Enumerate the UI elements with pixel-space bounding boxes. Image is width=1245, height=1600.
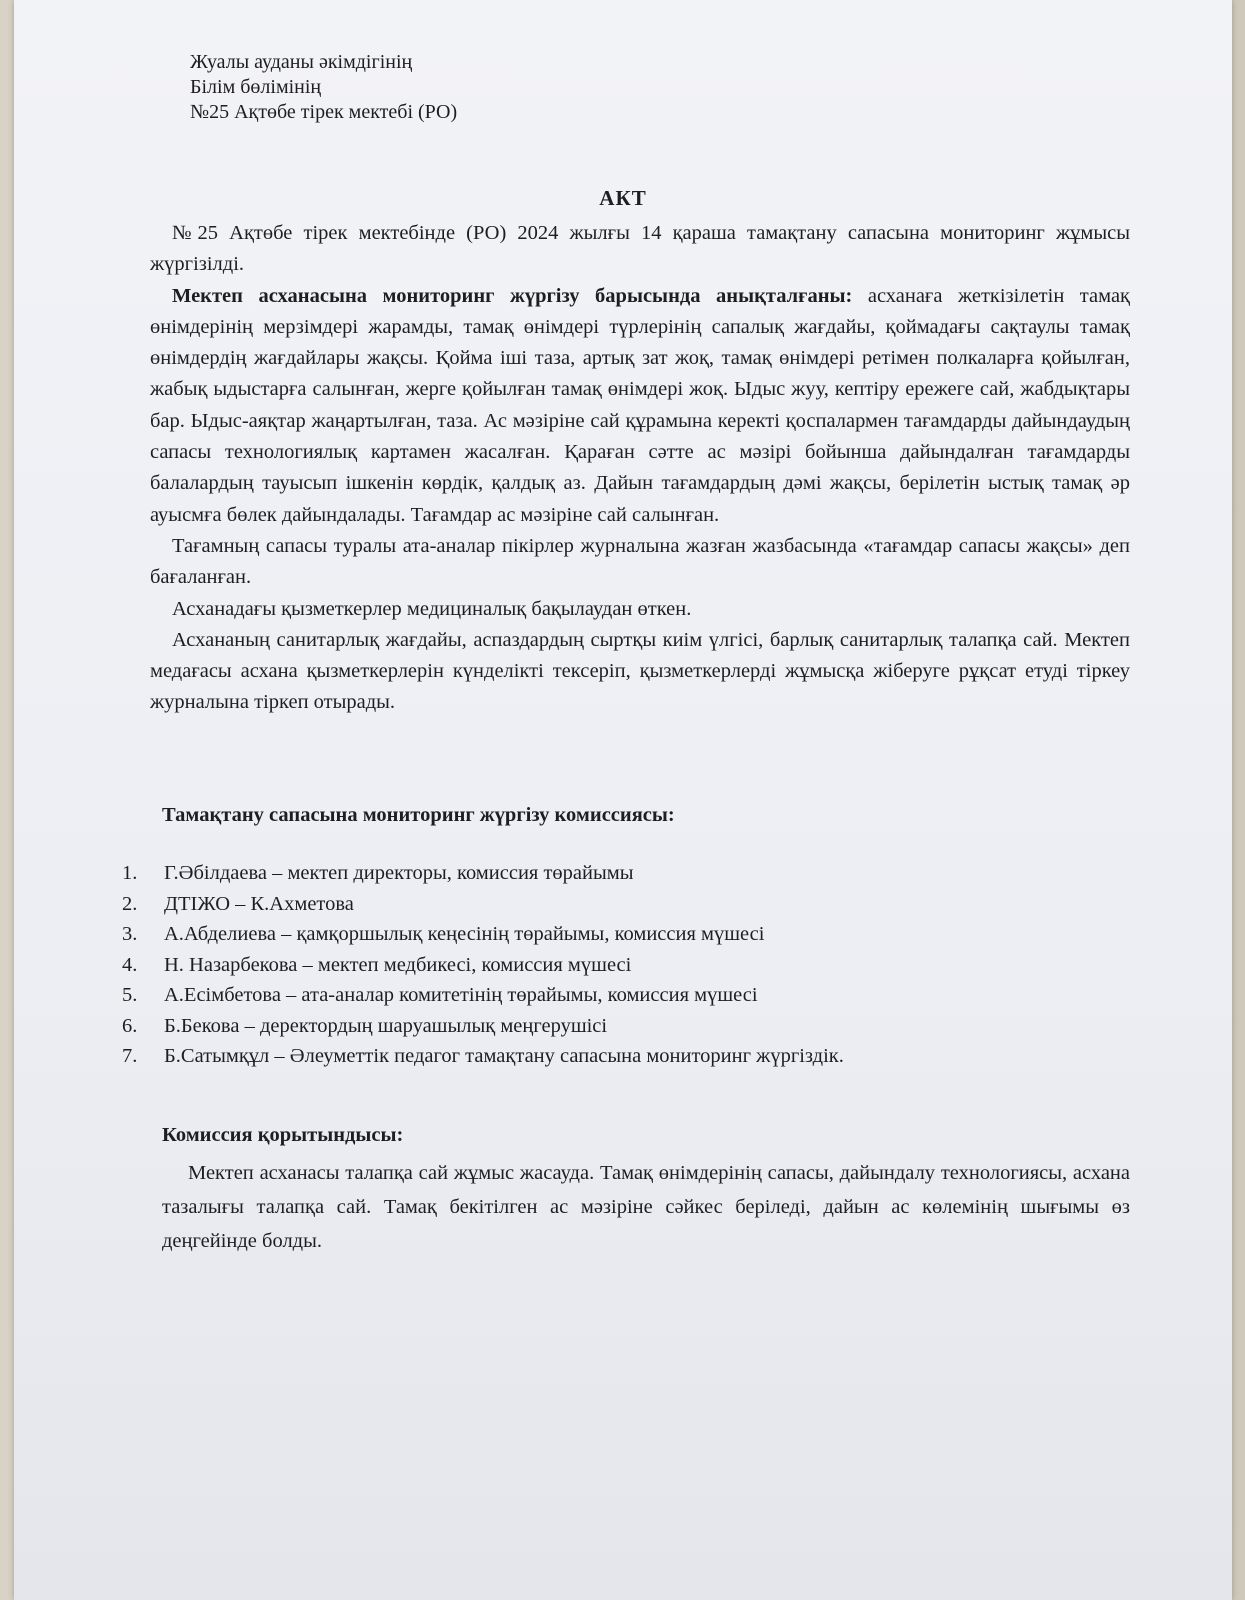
member-text: А.Есімбетова – ата-аналар комитетінің төрайымы, комиссия мүшесі [164,984,758,1006]
member-item [122,950,1102,981]
member-item [122,919,1102,950]
member-number: 1. [122,862,138,884]
member-number: 4. [122,953,138,976]
findings-text: асханаға жеткізілетін тамақ өнімдерінің мерзімдері жарамды, тамақ өнімдері түрлерінің сапалық жағдайы, қоймадағы сақтаулы тамақ өнімдердің жағдайлары жақсы. Қойма іші таза, артық зат жоқ, тамақ өнімдері ретімен полкаларға қойылған, жабық ыдыстарға салынған, жерге қойылған тамақ өнімдері жоқ. Ыдыс жуу, кептіру ережеге сай, жабдықтары бар. Ыдыс-аяқтар жаңартылған, таза. Ас мәзіріне сай құрамына керекті қоспалармен тағамдарды дайындаудың сапасы технологиялық картамен жасалған. Қараған сәтте ас мәзірі бойынша дайындалған тағамдарды балалардың тауысып ішкенін көрдік, қалдық аз. Дайын тағамдардың дәмі жақсы, берілетін ыстық тамақ әр ауысмға бөлек дайындалады. Тағамдар ас мәзіріне сай салынған. [150,284,1131,526]
sanitary-paragraph: Асхананың санитарлық жағдайы, аспаздардың сыртқы киім үлгісі, барлық санитарлық талапқа сай. Мектеп медағасы асхана қызметкерлерін күнделікті тексеріп, қызметкерлерді жұмысқа жіберуге рұқсат етуді тіркеу журналына тіркеп отырады. [150,628,1130,714]
member-text: Б.Сатымқұл – Әлеуметтік педагог тамақтану сапасына мониторинг жүргіздік. [164,1045,844,1067]
member-item [122,1041,1102,1072]
member-number: 3. [122,923,138,945]
conclusion-heading: Комиссия қорытындысы: [162,1124,404,1146]
member-number: 6. [122,1014,138,1037]
parents-journal-paragraph: Тағамның сапасы туралы ата-аналар пікірлер журналына жазған жазбасында «тағамдар сапасы жақсы» деп бағаланған. [150,534,1130,589]
member-number: 7. [122,1045,138,1067]
document-body [150,218,1130,719]
document-content [14,0,1232,1600]
member-item [122,889,1102,920]
member-number: 2. [122,892,138,915]
commission-members-list [122,858,1102,1072]
staff-checkup-paragraph: Асханадағы қызметкерлер медициналық бақылаудан өткен. [172,597,692,620]
document-title: АКТ [599,186,647,210]
member-number: 5. [122,984,138,1006]
member-item [122,980,1102,1011]
member-text: ДТІЖО – К.Ахметова [164,892,354,915]
conclusion-paragraph: Мектеп асханасы талапқа сай жұмыс жасауда. Тамақ өнімдерінің сапасы, дайындалу технологиясы, асхана тазалығы талапқа сай. Тамақ бекітілген ас мәзіріне сәйкес беріледі, дайын ас көлемінің шығымы өз деңгейінде болды. [162,1162,1130,1252]
commission-heading: Тамақтану сапасына мониторинг жүргізу комиссиясы: [162,804,675,826]
findings-lead: Мектеп асханасына мониторинг жүргізу барысында анықталғаны: [172,284,853,307]
org-line-3: №25 Ақтөбе тірек мектебі (РО) [190,101,458,123]
member-text: А.Абделиева – қамқоршылық кеңесінің төрайымы, комиссия мүшесі [164,923,765,945]
organization-header [190,50,457,125]
org-line-2: Білім бөлімінің [190,76,322,98]
member-text: Б.Бекова – деректордың шаруашылық меңгерушісі [164,1014,608,1037]
member-text: Г.Әбілдаева – мектеп директоры, комиссия төрайымы [164,862,634,884]
member-text: Н. Назарбекова – мектеп медбикесі, комиссия мүшесі [164,953,632,976]
member-item [122,858,1102,889]
intro-paragraph: №25 Ақтөбе тірек мектебінде (РО) 2024 жылғы 14 қараша тамақтану сапасына мониторинг жұмысы жүргізілді. [150,222,1130,276]
member-item [122,1011,1102,1042]
org-line-1: Жуалы ауданы әкімдігінің [190,51,413,73]
document-page [14,0,1232,1600]
findings-paragraph [150,281,1130,531]
